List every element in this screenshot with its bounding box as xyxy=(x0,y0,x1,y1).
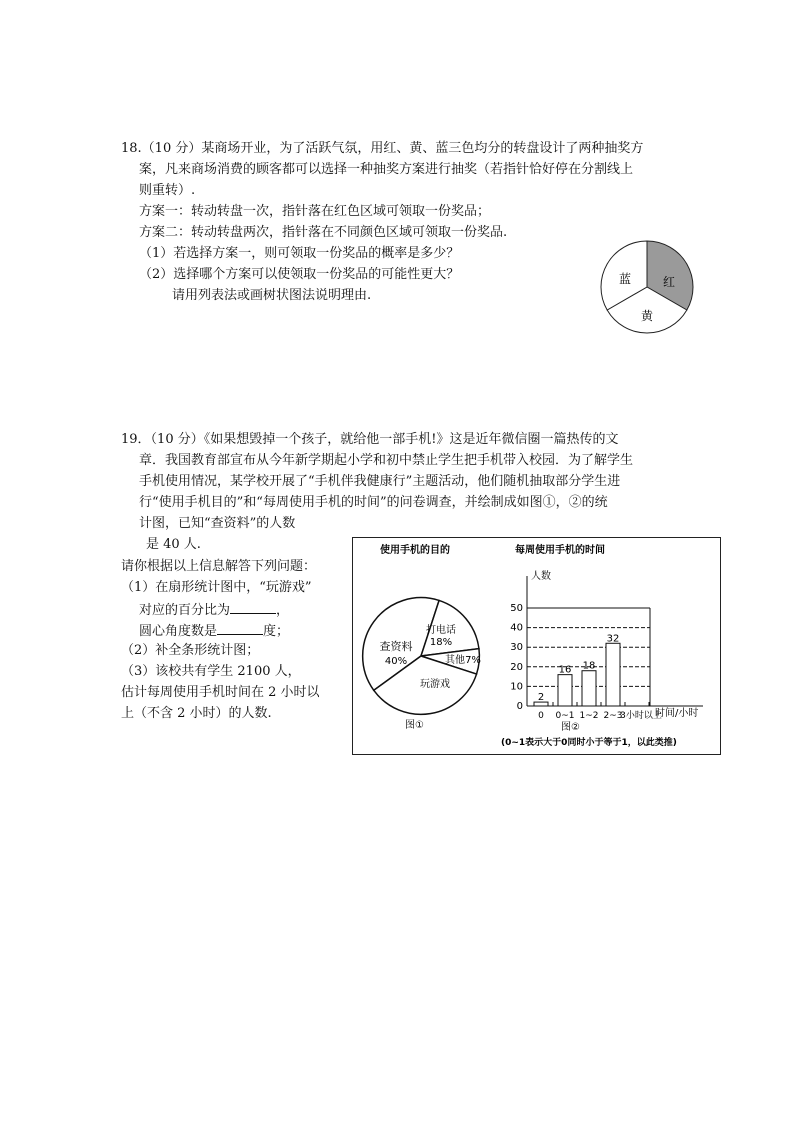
statistics-figure xyxy=(353,538,720,754)
bar-x-tick-label: 2~3 xyxy=(603,711,623,721)
bar-series xyxy=(534,633,620,706)
pie-value-research: 40% xyxy=(384,656,408,667)
bar xyxy=(582,671,596,706)
bar xyxy=(558,675,572,706)
q19-stem-line-1: 19．（10 分）《如果想毁掉一个孩子，就给他一部手机!》这是近年微信圈一篇热传的文 xyxy=(121,432,619,447)
pie-label-games: 玩游戏 xyxy=(420,679,450,690)
q19-percent-comma: ， xyxy=(276,603,290,618)
pie-value-calls: 18% xyxy=(429,637,453,648)
q19-sub-question-3-line-3: 上（不含 2 小时）的人数. xyxy=(121,706,272,721)
q19-sub-question-2: （2）补全条形统计图； xyxy=(121,643,260,658)
bar-value-label: 2 xyxy=(537,692,545,704)
q18-stem-line-3: 则重转）. xyxy=(139,183,196,198)
q19-stem-line-5: 计图，已知“查资料”的人数 xyxy=(139,516,296,531)
bar-y-axis-label: 人数 xyxy=(531,571,551,582)
spinner-yellow-label: 黄 xyxy=(640,309,654,323)
bar-x-tick-label: 3小时以上 xyxy=(620,711,662,721)
bar-chart-title: 每周使用手机的时间 xyxy=(515,545,605,556)
bar-chart-note: (0~1表示大于0同时小于等于1，以此类推) xyxy=(501,738,677,748)
q19-stem-line-2: 章．我国教育部宣布从今年新学期起小学和初中禁止学生把手机带入校园．为了解学生 xyxy=(139,453,634,468)
pie-label-research: 查资料 xyxy=(379,640,413,653)
bar-y-tick-label: 30 xyxy=(510,642,523,654)
q19-stem-line-4: 行“使用手机目的”和“每周使用手机的时间”的问卷调查，并绘制成如图①，②的统 xyxy=(139,495,608,510)
q19-stem-line-3: 手机使用情况，某学校开展了“手机伴我健康行”主题活动，他们随机抽取部分学生进 xyxy=(139,474,621,489)
q18-sub-question-1: （1）若选择方案一，则可领取一份奖品的概率是多少？ xyxy=(139,246,460,261)
bar-x-axis-label: 时间/小时 xyxy=(655,708,699,719)
q19-instruction: 请你根据以上信息解答下列问题： xyxy=(121,559,317,574)
bar-y-tick-label: 0 xyxy=(516,701,523,712)
pie-label-calls: 打电话 xyxy=(426,625,456,636)
spinner-blue-label: 蓝 xyxy=(618,272,632,286)
pie-chart xyxy=(363,598,481,715)
q18-sub-question-2: （2）选择哪个方案可以使领取一份奖品的可能性更大？ xyxy=(139,267,460,282)
bar-y-tick-label: 20 xyxy=(510,661,523,673)
q19-angle-unit: 度； xyxy=(263,624,290,639)
bar-value-label: 32 xyxy=(606,633,620,645)
q18-plan-two: 方案二：转动转盘两次，指针落在不同颜色区域可领取一份奖品. xyxy=(139,225,508,240)
q18-plan-one: 方案一：转动转盘一次，指针落在红色区域可领取一份奖品； xyxy=(139,204,491,219)
bar-value-label: 18 xyxy=(582,660,596,672)
pie-chart-caption: 图① xyxy=(405,720,424,731)
q19-angle-prompt: 圆心角度数是 xyxy=(139,624,218,639)
bar-x-ticks xyxy=(538,702,662,721)
bar-chart-caption: 图② xyxy=(561,722,580,733)
bar-chart-plot xyxy=(510,576,703,721)
q19-sub-question-1-angle xyxy=(139,622,289,640)
q18-stem-line-2: 案，凡来商场消费的顾客都可以选择一种抽奖方案进行抽奖（若指针恰好停在分割线上 xyxy=(139,162,634,177)
bar-y-tick-label: 40 xyxy=(510,622,523,634)
bar-y-ticks xyxy=(510,603,523,712)
pie-chart-title: 使用手机的目的 xyxy=(380,545,450,556)
bar-y-tick-label: 10 xyxy=(510,681,523,693)
q18-sub-question-2-note: 请用列表法或画树状图法说明理由. xyxy=(172,288,372,303)
pie-label-other: 其他 xyxy=(445,655,465,666)
q19-sub-question-1: （1）在扇形统计图中，“玩游戏” xyxy=(121,580,312,595)
spinner-red-label: 红 xyxy=(662,275,676,289)
q19-sub-question-1-percent xyxy=(139,601,289,619)
percent-answer-blank[interactable] xyxy=(230,601,276,614)
q19-stem-line-6: 是 40 人. xyxy=(146,537,201,552)
bar-value-label: 16 xyxy=(558,664,572,676)
spinner-diagram xyxy=(598,232,696,340)
q19-percent-prompt: 对应的百分比为 xyxy=(139,603,231,618)
bar xyxy=(606,643,620,706)
bar-x-tick-label: 0 xyxy=(538,711,544,721)
bar-x-tick-label: 1~2 xyxy=(579,711,599,721)
pie-value-other: 7% xyxy=(465,655,481,666)
bar-y-tick-label: 50 xyxy=(510,603,523,614)
bar-x-tick-label: 0~1 xyxy=(555,711,575,721)
q18-stem-line-1: 18.（10 分）某商场开业，为了活跃气氛，用红、黄、蓝三色均分的转盘设计了两种抽奖方 xyxy=(121,141,644,156)
angle-answer-blank[interactable] xyxy=(217,622,263,635)
q19-sub-question-3-line-2: 估计每周使用手机时间在 2 小时以 xyxy=(121,685,320,700)
q19-sub-question-3: （3）该校共有学生 2100 人， xyxy=(121,664,301,679)
statistics-figure-box xyxy=(352,537,721,755)
